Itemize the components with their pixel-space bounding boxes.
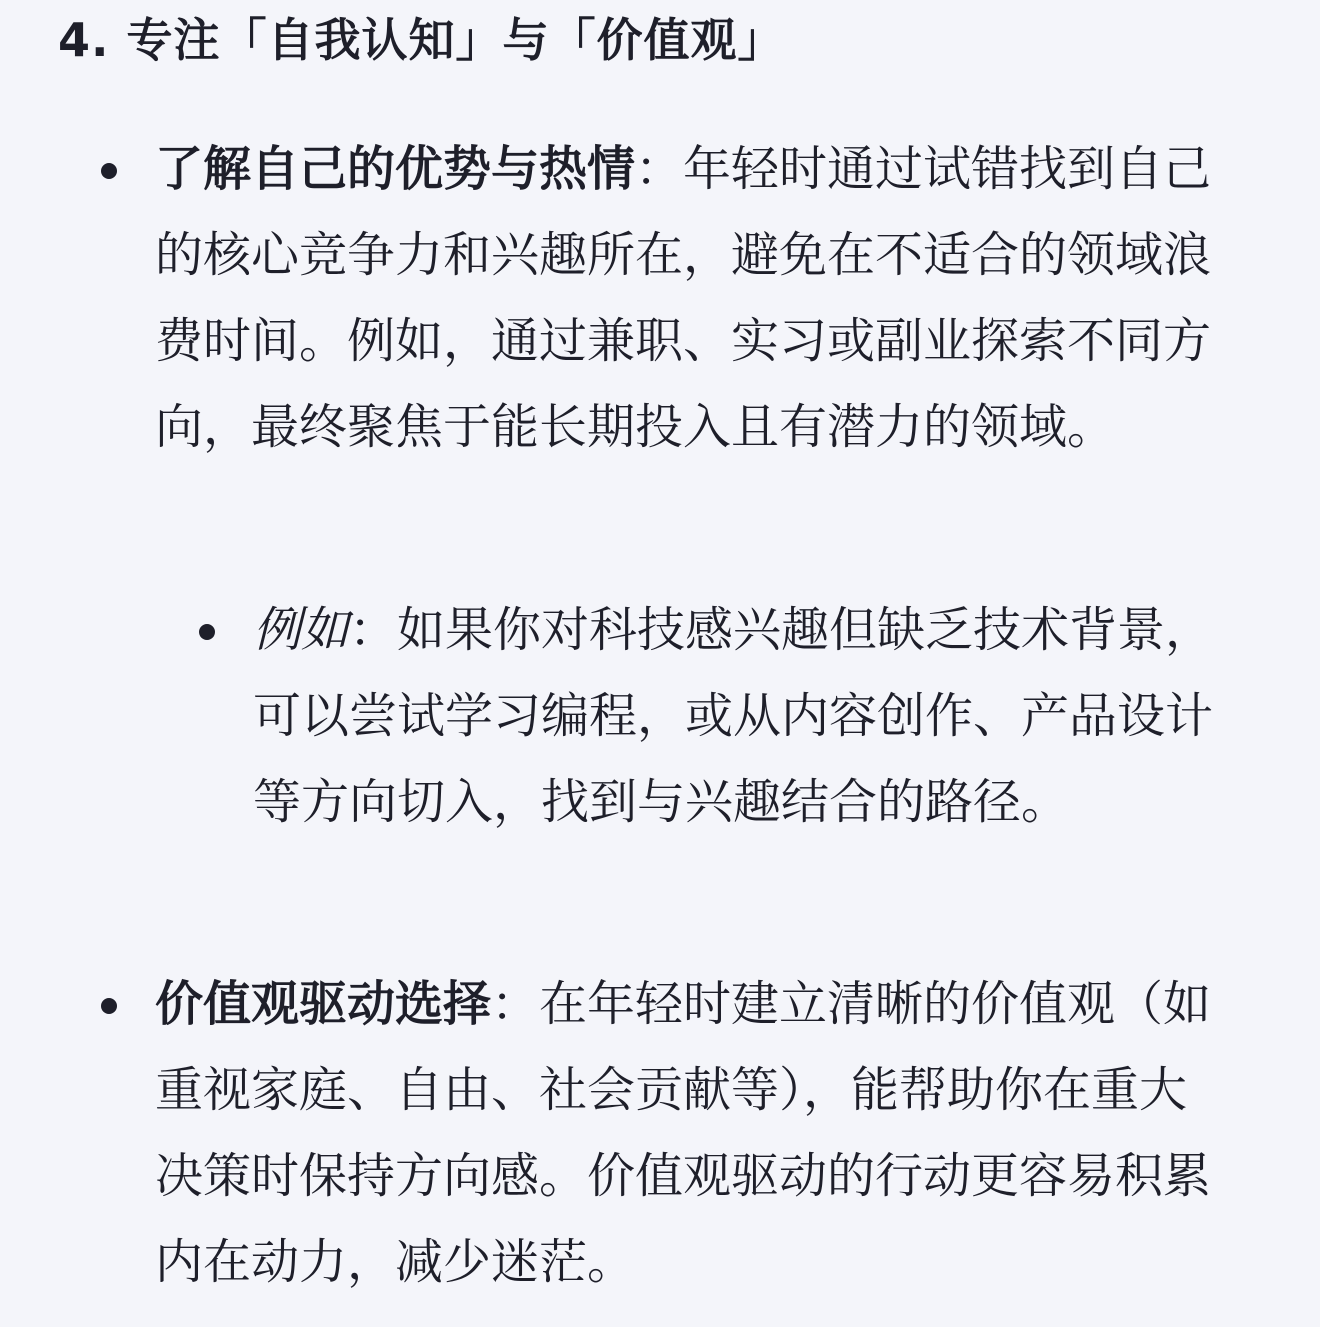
bullet-icon [101, 163, 117, 179]
bullet-icon [199, 624, 215, 640]
list-item-term: 价值观驱动选择 [155, 976, 492, 1032]
sub-list-item [253, 587, 1219, 845]
list-item-term: 了解自己的优势与热情 [155, 141, 636, 197]
section-heading: 4. 专注「自我认知」与「价值观」 [58, 13, 785, 67]
list-item-separator: ： [635, 141, 684, 197]
list-item-text: 年轻时通过试错找到自己的核心竞争力和兴趣所在，避免在不适合的领域浪费时间。例如，通过兼职、实习或副业探索不同方向，最终聚焦于能长期投入且有潜力的领域。 [155, 141, 1212, 455]
sub-list-item-separator: ： [349, 602, 398, 658]
sub-list-item-text: 如果你对科技感兴趣但缺乏技术背景，可以尝试学习编程，或从内容创作、产品设计等方向切入，找到与兴趣结合的路径。 [253, 602, 1214, 830]
list-item-separator: ： [491, 976, 540, 1032]
list-item [155, 961, 1225, 1305]
list-item [155, 126, 1225, 470]
list-item-text: 在年轻时建立清晰的价值观（如重视家庭、自由、社会贡献等），能帮助你在重大决策时保持方向感。价值观驱动的行动更容易积累内在动力，减少迷茫。 [155, 976, 1212, 1290]
sub-list-item-term: 例如 [253, 602, 350, 658]
bullet-icon [101, 998, 117, 1014]
